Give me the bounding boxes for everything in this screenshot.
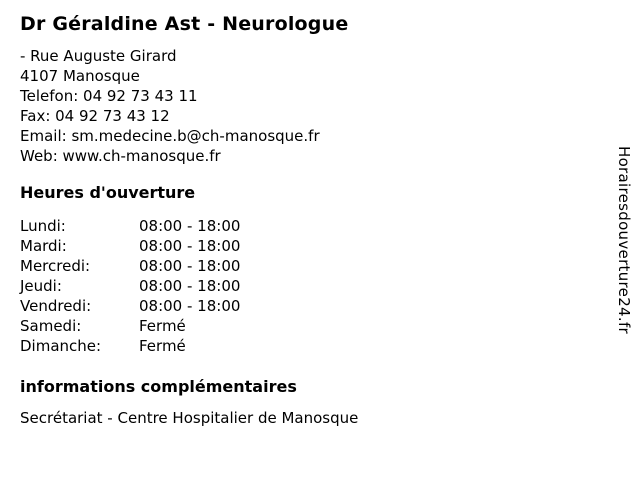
- extra-info-heading: informations complémentaires: [20, 377, 297, 396]
- hours-row-friday: [20, 296, 590, 316]
- hours-row-saturday: [20, 316, 590, 336]
- day-hours: 08:00 - 18:00: [139, 257, 241, 275]
- day-label: Mercredi:: [20, 257, 91, 275]
- day-hours: Fermé: [139, 317, 186, 335]
- day-hours: 08:00 - 18:00: [139, 297, 241, 315]
- day-label: Mardi:: [20, 237, 67, 255]
- opening-hours-heading: Heures d'ouverture: [20, 183, 196, 202]
- email-line: Email: sm.medecine.b@ch-manosque.fr: [20, 127, 320, 145]
- opening-hours-section: [20, 183, 590, 356]
- day-label: Lundi:: [20, 217, 66, 235]
- hours-row-tuesday: [20, 236, 590, 256]
- contact-block: [20, 46, 590, 166]
- address-street: - Rue Auguste Girard: [20, 47, 177, 65]
- day-hours: 08:00 - 18:00: [139, 237, 241, 255]
- day-hours: 08:00 - 18:00: [139, 277, 241, 295]
- page-title: Dr Géraldine Ast - Neurologue: [20, 13, 349, 35]
- day-hours: 08:00 - 18:00: [139, 217, 241, 235]
- opening-hours-table: [20, 216, 590, 356]
- hours-row-sunday: [20, 336, 590, 356]
- day-hours: Fermé: [139, 337, 186, 355]
- hours-row-thursday: [20, 276, 590, 296]
- hours-row-monday: [20, 216, 590, 236]
- extra-info-text: Secrétariat - Centre Hospitalier de Manosque: [20, 409, 359, 427]
- day-label: Jeudi:: [20, 277, 62, 295]
- hours-row-wednesday: [20, 256, 590, 276]
- day-label: Vendredi:: [20, 297, 92, 315]
- listing-content: [20, 0, 590, 428]
- address-city: 4107 Manosque: [20, 67, 140, 85]
- day-label: Dimanche:: [20, 337, 102, 355]
- phone-line: Telefon: 04 92 73 43 11: [20, 87, 198, 105]
- day-label: Samedi:: [20, 317, 82, 335]
- site-watermark: Horairesdouverture24.fr: [615, 146, 633, 334]
- extra-info-section: [20, 377, 590, 428]
- fax-line: Fax: 04 92 73 43 12: [20, 107, 170, 125]
- web-line: Web: www.ch-manosque.fr: [20, 147, 221, 165]
